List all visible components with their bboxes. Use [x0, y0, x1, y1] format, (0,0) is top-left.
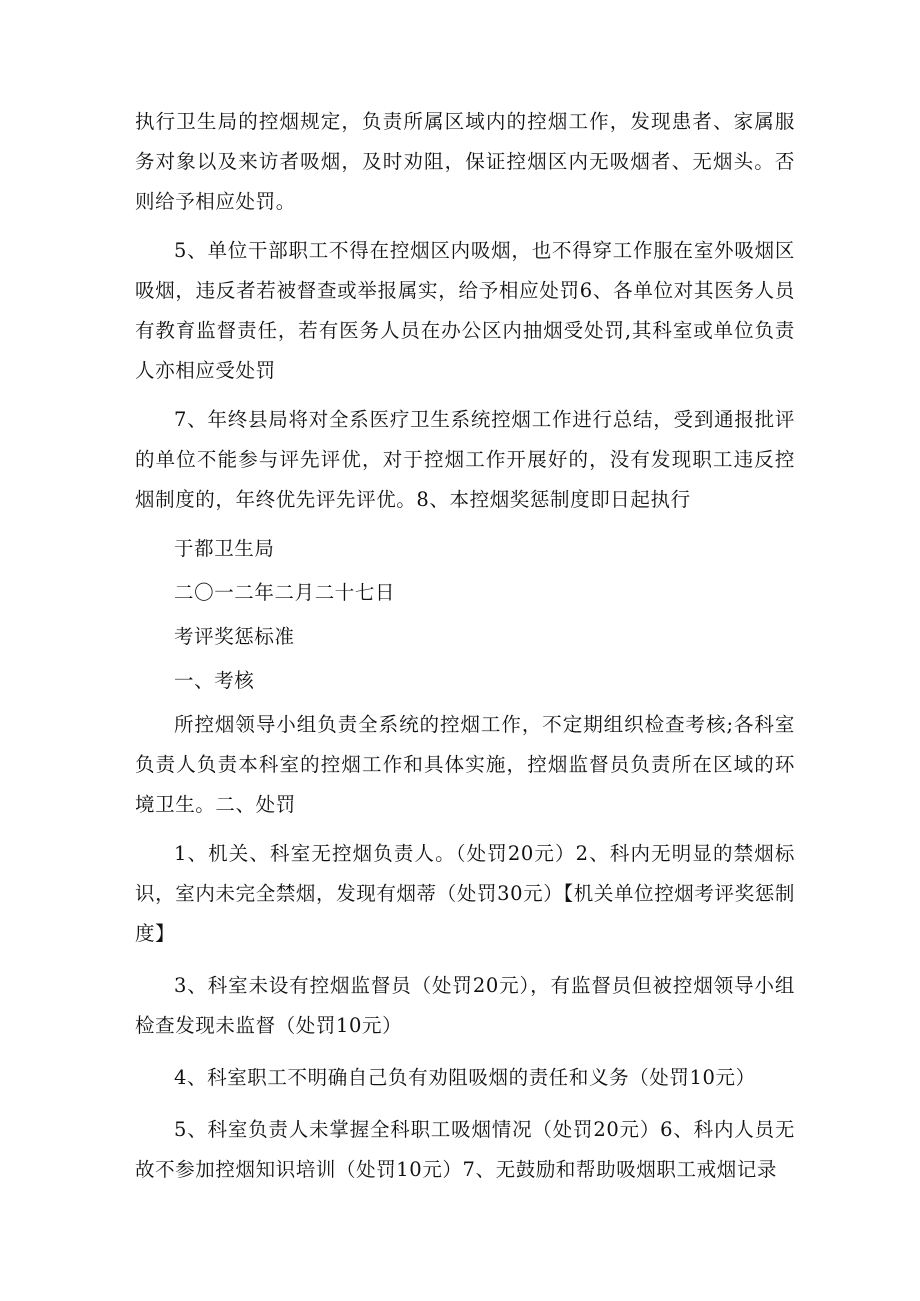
- signature-date: 二〇一二年二月二十七日: [174, 581, 396, 604]
- paragraph-rule-5-6: 5、单位干部职工不得在控烟区内吸烟，也不得穿工作服在室外吸烟区吸烟，违反者若被督查或举报属实，给予相应处罚6、各单位对其医务人员有教育监督责任，若有医务人员在办公区内抽烟受处罚,其科室或单位负责人亦相应受处罚: [135, 239, 795, 382]
- paragraph-assessment: 所控烟领导小组负责全系统的控烟工作，不定期组织检查考核;各科室负责人负责本科室的控烟工作和具体实施，控烟监督员负责所在区域的环境卫生。二、处罚: [135, 713, 795, 816]
- paragraph-penalty-1-2: 1、机关、科室无控烟负责人。（处罚20元）2、科内无明显的禁烟标识，室内未完全禁烟，发现有烟蒂（处罚30元）【机关单位控烟考评奖惩制度】: [135, 842, 795, 945]
- paragraph-penalty-5-7: 5、科室负责人未掌握全科职工吸烟情况（处罚20元）6、科内人员无故不参加控烟知识培训（处罚10元）7、无鼓励和帮助吸烟职工戒烟记录: [135, 1118, 795, 1181]
- signature-organization: 于都卫生局: [174, 537, 275, 560]
- document-page: [135, 102, 795, 1190]
- paragraph-smoking-rules-continued: 执行卫生局的控烟规定，负责所属区域内的控烟工作，发现患者、家属服务对象以及来访者吸烟，及时劝阻，保证控烟区内无吸烟者、无烟头。否则给予相应处罚。: [135, 110, 795, 213]
- paragraph-penalty-4: 4、科室职工不明确自己负有劝阻吸烟的责任和义务（处罚10元）: [174, 1066, 756, 1089]
- section-title-evaluation: 考评奖惩标准: [174, 625, 295, 648]
- section-heading-assessment: 一、考核: [174, 669, 255, 692]
- paragraph-rule-7-8: 7、年终县局将对全系医疗卫生系统控烟工作进行总结，受到通报批评的单位不能参与评先评优，对于控烟工作开展好的，没有发现职工违反控烟制度的，年终优先评先评优。8、本控烟奖惩制度即日起执行: [135, 408, 795, 511]
- paragraph-penalty-3: 3、科室未设有控烟监督员（处罚20元），有监督员但被控烟领导小组检查发现未监督（处罚10元）: [135, 974, 795, 1037]
